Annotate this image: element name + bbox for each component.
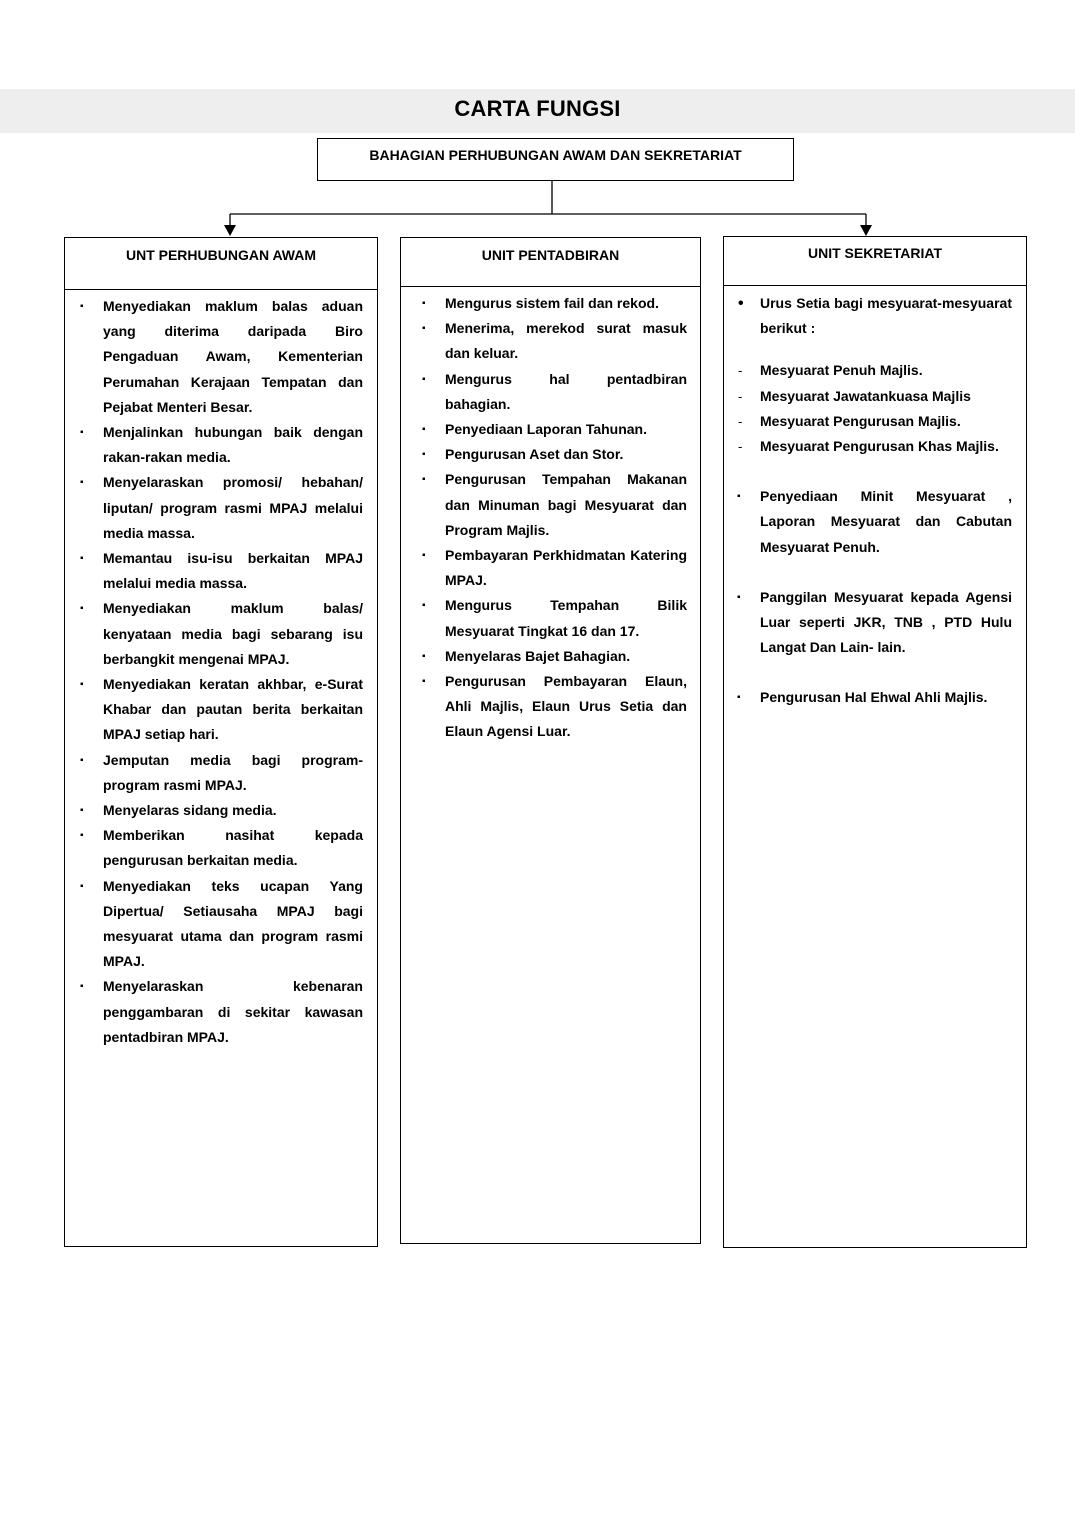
square-bullet-icon: ▪: [80, 301, 84, 312]
square-bullet-icon: ▪: [80, 427, 84, 439]
square-bullet-icon: ▪: [80, 754, 84, 766]
list-item: ▪ Pengurusan Aset dan Stor.: [409, 442, 687, 467]
square-bullet-icon: ▪: [80, 477, 84, 489]
square-bullet-icon: ▪: [422, 323, 426, 335]
square-bullet-icon: ▪: [80, 679, 84, 691]
list-item: ▪ Mengurus hal pentadbiran bahagian.: [409, 367, 687, 417]
dash-icon: -: [738, 439, 743, 455]
list-item: ▪ Pengurusan Hal Ehwal Ahli Majlis.: [724, 685, 1012, 710]
square-bullet-icon: ▪: [422, 474, 426, 486]
square-bullet-icon: ▪: [737, 591, 741, 603]
square-bullet-icon: ▪: [737, 491, 741, 503]
sub-list-item: - Mesyuarat Pengurusan Khas Majlis.: [724, 434, 1012, 459]
list-item: ▪ Menyelaras sidang media.: [67, 798, 363, 823]
square-bullet-icon: ▪: [80, 603, 84, 615]
square-bullet-icon: ▪: [422, 600, 426, 612]
root-node: [317, 138, 794, 181]
list-item: ▪ Menyediakan keratan akhbar, e-Surat Khabar dan pautan berita berkaitan MPAJ setiap hari.: [67, 672, 363, 748]
unit-perhubungan-awam-list: [67, 294, 363, 1050]
list-item: ▪ Mengurus Tempahan Bilik Mesyuarat Tingkat 16 dan 17.: [409, 593, 687, 643]
sub-list-item: - Mesyuarat Jawatankuasa Majlis: [724, 384, 1012, 409]
dash-icon: -: [738, 388, 743, 404]
list-item: ▪ Menyediakan teks ucapan Yang Dipertua/ Setiausaha MPAJ bagi mesyuarat utama dan program rasmi MPAJ.: [67, 874, 363, 975]
list-item: ▪ Panggilan Mesyuarat kepada Agensi Luar seperti JKR, TNB , PTD Hulu Langat Dan Lain- lain.: [724, 585, 1012, 661]
page-title: CARTA FUNGSI: [454, 96, 621, 121]
list-item: ▪ Pengurusan Tempahan Makanan dan Minuman bagi Mesyuarat dan Program Majlis.: [409, 467, 687, 543]
spacer: [724, 660, 1012, 685]
unit-perhubungan-awam: [64, 237, 378, 1247]
list-item: ▪ Menyediakan maklum balas aduan yang diterima daripada Biro Pengaduan Awam, Kementerian Perumahan Kerajaan Tempatan dan Pejabat Menteri Besar.: [67, 294, 363, 420]
list-item: • Urus Setia bagi mesyuarat-mesyuarat berikut :: [724, 291, 1012, 341]
org-connectors: [0, 0, 1075, 240]
square-bullet-icon: ▪: [80, 805, 84, 817]
square-bullet-icon: ▪: [422, 424, 426, 436]
list-item: ▪ Pengurusan Pembayaran Elaun, Ahli Majlis, Elaun Urus Setia dan Elaun Agensi Luar.: [409, 669, 687, 745]
list-item: ▪ Menjalinkan hubungan baik dengan rakan-rakan media.: [67, 420, 363, 470]
list-item: ▪ Menerima, merekod surat masuk dan keluar.: [409, 316, 687, 366]
square-bullet-icon: ▪: [422, 550, 426, 562]
arrow-down-icon: [224, 225, 236, 236]
square-bullet-icon: ▪: [80, 880, 84, 892]
list-item: ▪ Menyediakan maklum balas/ kenyataan media bagi sebarang isu berbangkit mengenai MPAJ.: [67, 596, 363, 672]
root-node-label: BAHAGIAN PERHUBUNGAN AWAM DAN SEKRETARIAT: [369, 147, 742, 163]
spacer: [724, 341, 1012, 358]
square-bullet-icon: ▪: [422, 676, 426, 688]
unit-sekretariat-label: UNIT SEKRETARIAT: [724, 237, 1026, 286]
dash-icon: -: [738, 413, 743, 429]
unit-pentadbiran: [400, 237, 701, 1244]
list-item: ▪ Penyediaan Laporan Tahunan.: [409, 417, 687, 442]
unit-sekretariat-list: [724, 291, 1012, 711]
list-item: ▪ Menyelaras Bajet Bahagian.: [409, 644, 687, 669]
square-bullet-icon: ▪: [737, 692, 741, 704]
square-bullet-icon: ▪: [80, 830, 84, 842]
spacer: [724, 560, 1012, 585]
sub-list-item: - Mesyuarat Penuh Majlis.: [724, 358, 1012, 383]
arrow-down-icon: [860, 225, 872, 236]
unit-pentadbiran-label: UNIT PENTADBIRAN: [401, 238, 700, 287]
square-bullet-icon: ▪: [422, 449, 426, 461]
list-item: ▪ Memantau isu-isu berkaitan MPAJ melalui media massa.: [67, 546, 363, 596]
list-item: ▪ Mengurus sistem fail dan rekod.: [409, 291, 687, 316]
spacer: [724, 459, 1012, 484]
list-item: ▪ Penyediaan Minit Mesyuarat , Laporan Mesyuarat dan Cabutan Mesyuarat Penuh.: [724, 484, 1012, 560]
list-item: ▪ Memberikan nasihat kepada pengurusan berkaitan media.: [67, 823, 363, 873]
unit-sekretariat: [723, 236, 1027, 1248]
list-item: ▪ Menyelaraskan kebenaran penggambaran di sekitar kawasan pentadbiran MPAJ.: [67, 974, 363, 1050]
square-bullet-icon: ▪: [80, 553, 84, 565]
unit-perhubungan-awam-label: UNT PERHUBUNGAN AWAM: [65, 238, 377, 290]
sub-list-item: - Mesyuarat Pengurusan Majlis.: [724, 409, 1012, 434]
square-bullet-icon: ▪: [422, 650, 426, 662]
square-bullet-icon: ▪: [422, 298, 426, 309]
square-bullet-icon: ▪: [422, 373, 426, 385]
list-item: ▪ Jemputan media bagi program-program rasmi MPAJ.: [67, 748, 363, 798]
square-bullet-icon: ▪: [80, 981, 84, 993]
list-item: ▪ Menyelaraskan promosi/ hebahan/ liputan/ program rasmi MPAJ melalui media massa.: [67, 470, 363, 546]
unit-pentadbiran-list: [409, 291, 687, 745]
round-bullet-icon: •: [738, 295, 744, 312]
list-item: ▪ Pembayaran Perkhidmatan Katering MPAJ.: [409, 543, 687, 593]
dash-icon: -: [738, 363, 743, 379]
